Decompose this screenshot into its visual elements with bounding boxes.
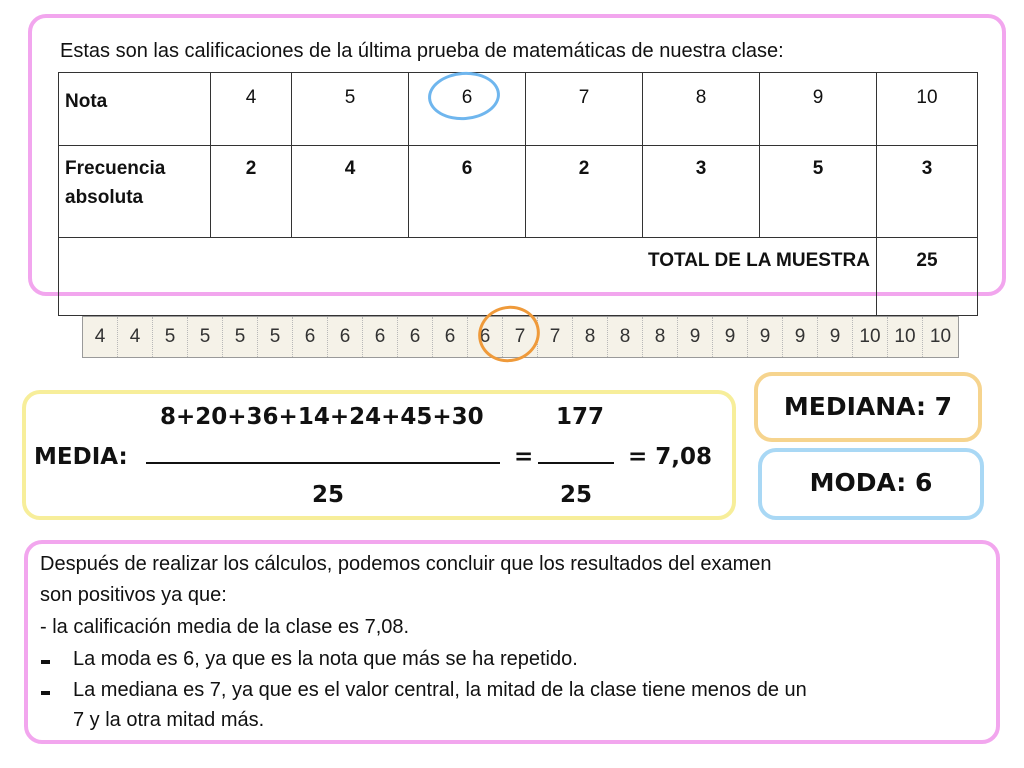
sorted-value-cell: 7 [538, 317, 573, 357]
intro-text: Estas son las calificaciones de la última prueba de matemáticas de nuestra clase: [60, 40, 784, 62]
frequency-table [58, 72, 978, 316]
nota-cell: 6 [409, 73, 526, 146]
frecuencia-cell: 2 [526, 146, 643, 238]
nota-cell: 7 [526, 73, 643, 146]
moda-text: MODA: 6 [809, 468, 933, 497]
media-label: MEDIA: [34, 444, 128, 470]
sorted-value-cell: 4 [118, 317, 153, 357]
sorted-value-cell: 9 [713, 317, 748, 357]
sorted-value-cell: 10 [888, 317, 923, 357]
sorted-value-cell: 4 [83, 317, 118, 357]
conclusion-line-2: son positivos ya que: [40, 584, 227, 606]
sorted-value-cell: 7 [503, 317, 538, 357]
sorted-value-cell: 8 [643, 317, 678, 357]
mediana-text: MEDIANA: 7 [783, 392, 953, 421]
sorted-value-cell: 5 [223, 317, 258, 357]
nota-cell: 4 [211, 73, 292, 146]
sorted-value-cell: 10 [853, 317, 888, 357]
nota-cell: 9 [760, 73, 877, 146]
sorted-value-cell: 6 [398, 317, 433, 357]
sorted-value-cell: 5 [188, 317, 223, 357]
frecuencia-header [59, 146, 211, 238]
media-result: = 7,08 [628, 444, 713, 470]
fraction-line-2 [538, 462, 614, 464]
sorted-value-cell: 6 [363, 317, 398, 357]
sorted-value-cell: 9 [783, 317, 818, 357]
table-row-notas [59, 73, 978, 146]
sorted-value-cell: 6 [433, 317, 468, 357]
nota-header: Nota [59, 73, 211, 146]
sorted-value-cell: 6 [293, 317, 328, 357]
sorted-value-cell: 6 [328, 317, 363, 357]
fraction-line [146, 462, 500, 464]
conclusion-line-1: Después de realizar los cálculos, podemos concluir que los resultados del examen [40, 553, 772, 575]
total-label: TOTAL DE LA MUESTRA [59, 238, 877, 316]
sorted-value-cell: 6 [468, 317, 503, 357]
frecuencia-cell: 5 [760, 146, 877, 238]
table-row-total [59, 238, 978, 316]
equals-sign: = [514, 444, 534, 470]
frecuencia-label-1: Frecuencia [65, 158, 166, 179]
table-row-frecuencias [59, 146, 978, 238]
sorted-value-cell: 5 [258, 317, 293, 357]
media-numerator: 8+20+36+14+24+45+30 [160, 404, 484, 430]
frecuencia-cell: 2 [211, 146, 292, 238]
sorted-value-cell: 5 [153, 317, 188, 357]
sorted-value-cell: 9 [678, 317, 713, 357]
conclusion-line-3: - la calificación media de la clase es 7,08. [40, 616, 410, 638]
conclusion-bullet-1: La moda es 6, ya que es la nota que más se ha repetido. [73, 648, 578, 670]
bullet-dash [41, 691, 50, 695]
nota-cell: 10 [877, 73, 978, 146]
bullet-dash [41, 660, 50, 664]
media-denominator: 25 [312, 482, 345, 508]
mediana-panel [754, 372, 982, 442]
conclusion-bullet-2a: La mediana es 7, ya que es el valor central, la mitad de la clase tiene menos de un [73, 679, 807, 701]
nota-cell: 8 [643, 73, 760, 146]
sorted-value-cell: 8 [573, 317, 608, 357]
frecuencia-cell: 4 [292, 146, 409, 238]
total-value: 25 [877, 238, 978, 316]
conclusion-bullet-2b: 7 y la otra mitad más. [73, 709, 265, 731]
nota-cell: 5 [292, 73, 409, 146]
frecuencia-label-2: absoluta [65, 187, 144, 208]
frecuencia-cell: 3 [877, 146, 978, 238]
sorted-value-cell: 9 [818, 317, 853, 357]
frecuencia-cell: 6 [409, 146, 526, 238]
frecuencia-cell: 3 [643, 146, 760, 238]
media-numerator-sum: 177 [556, 404, 605, 430]
moda-panel [758, 448, 984, 520]
sorted-value-cell: 8 [608, 317, 643, 357]
sorted-value-cell: 9 [748, 317, 783, 357]
sorted-value-cell: 10 [929, 326, 952, 347]
media-denominator-2: 25 [560, 482, 593, 508]
